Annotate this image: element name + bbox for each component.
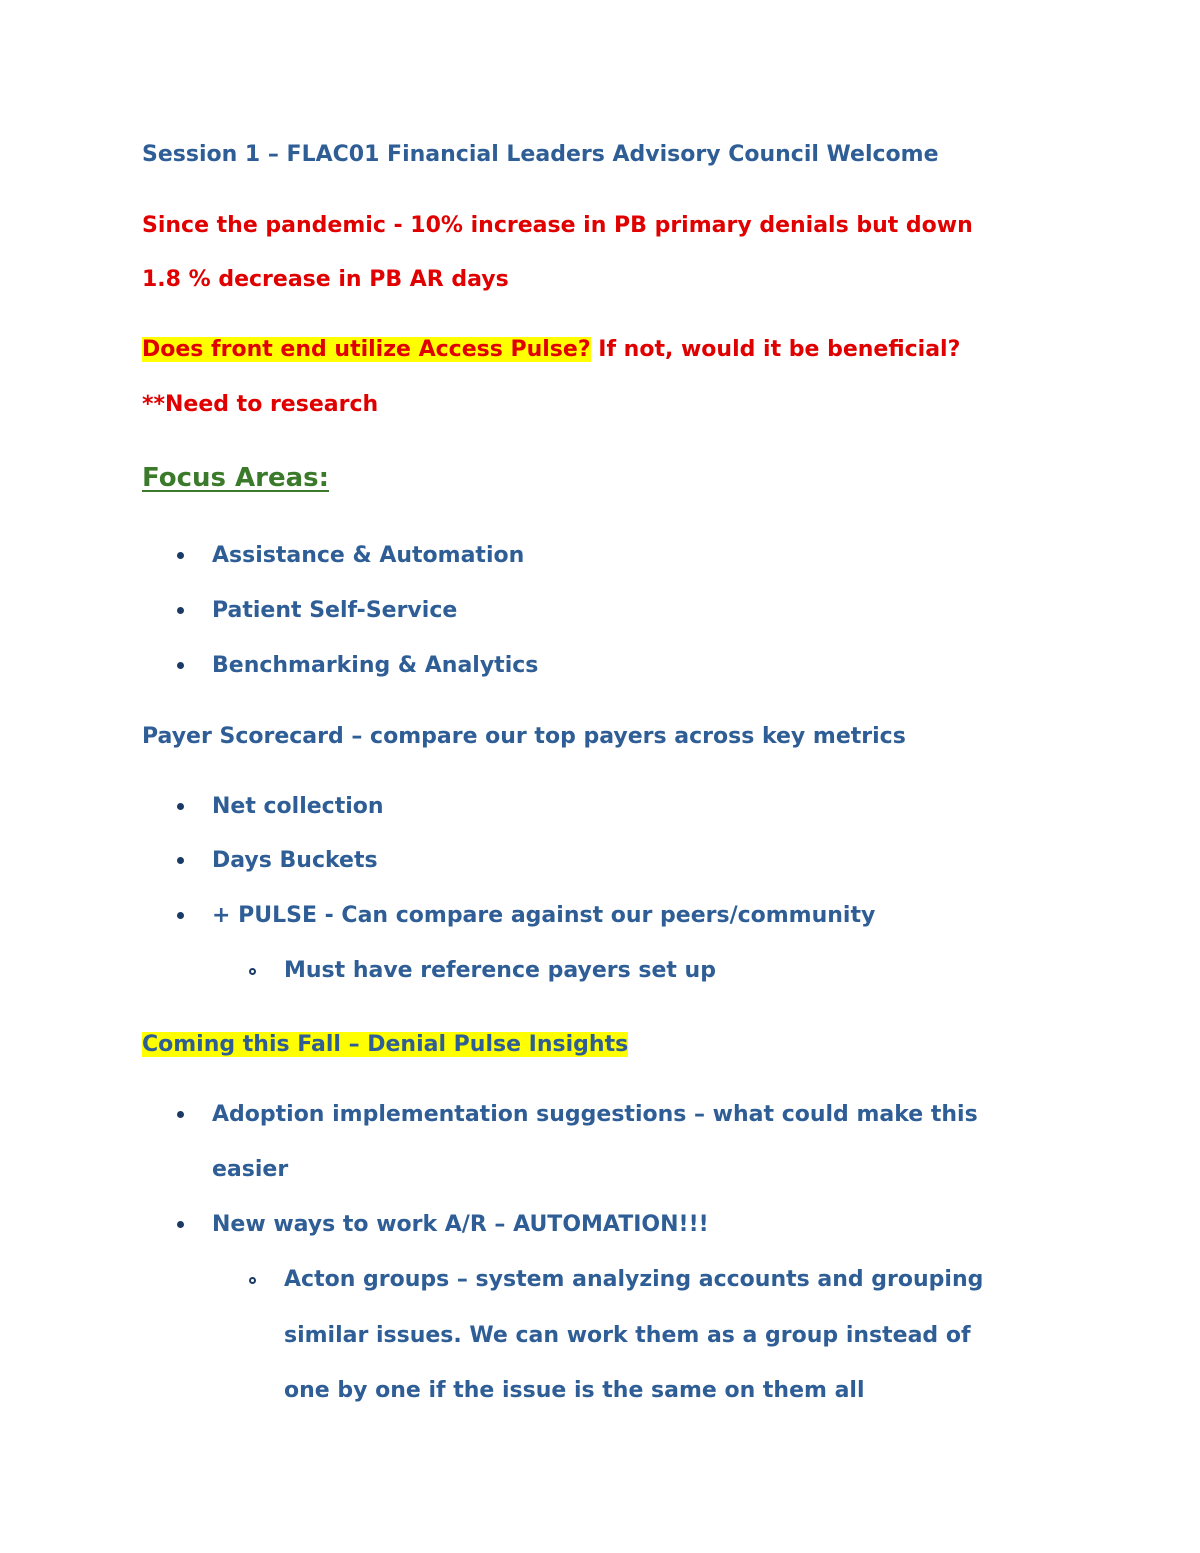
focus-areas-heading: Focus Areas: — [142, 463, 330, 493]
fall-item-1-line1: Adoption implementation suggestions – what could make this — [212, 1102, 978, 1127]
fall-sub-line: one by one if the issue is the same on them all — [284, 1378, 865, 1403]
fall-sub-line: similar issues. We can work them as a group instead of — [284, 1323, 971, 1348]
bullet-icon — [177, 803, 184, 810]
focus-item: Benchmarking & Analytics — [212, 653, 539, 678]
coming-fall-highlight: Coming this Fall – Denial Pulse Insights — [142, 1032, 629, 1057]
bullet-icon — [177, 552, 184, 559]
question-rest: If not, would it be beneficial? — [590, 337, 961, 362]
bullet-icon — [177, 662, 184, 669]
research-note: **Need to research — [142, 392, 379, 417]
bullet-icon — [177, 857, 184, 864]
bullet-icon — [177, 912, 184, 919]
session-title: Session 1 – FLAC01 Financial Leaders Advisory Council Welcome — [142, 142, 939, 167]
coming-fall-line — [142, 1031, 628, 1059]
fall-sub-line: Acton groups – system analyzing accounts and grouping — [284, 1267, 984, 1292]
payer-item: Net collection — [212, 794, 384, 819]
focus-item: Patient Self-Service — [212, 598, 458, 623]
highlighted-question: Does front end utilize Access Pulse? — [142, 337, 591, 362]
sub-bullet-icon — [249, 1277, 256, 1284]
payer-scorecard: Payer Scorecard – compare our top payers across key metrics — [142, 724, 906, 749]
access-pulse-question — [142, 336, 960, 364]
focus-item: Assistance & Automation — [212, 543, 525, 568]
fall-item-2: New ways to work A/R – AUTOMATION!!! — [212, 1212, 709, 1237]
payer-item: Days Buckets — [212, 848, 378, 873]
payer-item: + PULSE - Can compare against our peers/community — [212, 903, 876, 928]
fall-item-1-line2: easier — [212, 1157, 289, 1182]
payer-sub-item: Must have reference payers set up — [284, 958, 716, 983]
pandemic-note-line1: Since the pandemic - 10% increase in PB primary denials but down — [142, 213, 973, 238]
bullet-icon — [177, 1221, 184, 1228]
bullet-icon — [177, 1111, 184, 1118]
sub-bullet-icon — [249, 968, 256, 975]
pandemic-note-line2: 1.8 % decrease in PB AR days — [142, 267, 509, 292]
bullet-icon — [177, 607, 184, 614]
